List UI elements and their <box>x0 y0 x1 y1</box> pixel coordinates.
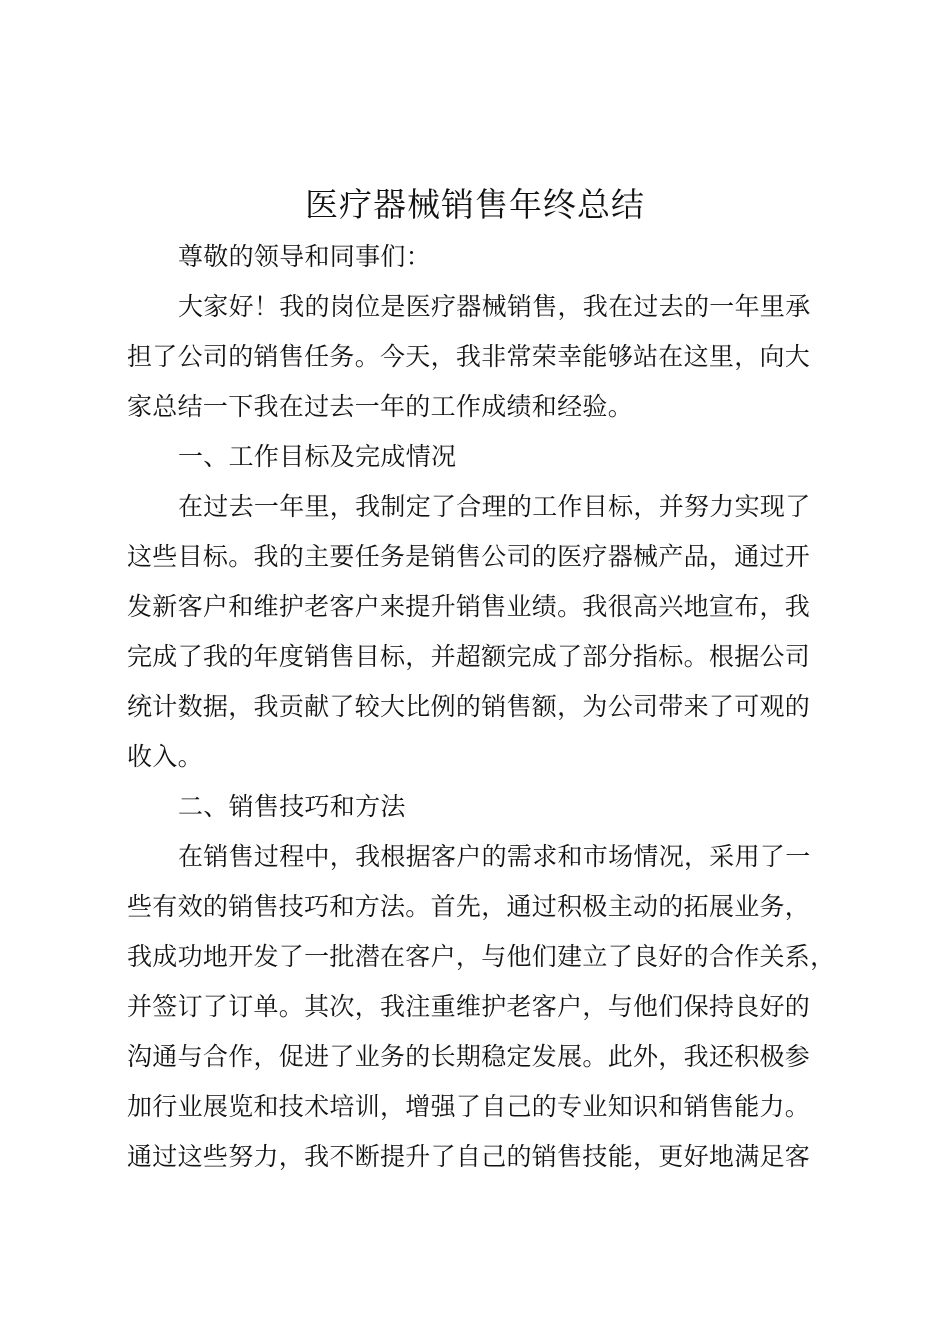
section-heading: 二、销售技巧和方法 <box>178 792 406 821</box>
document-body <box>127 232 839 1182</box>
paragraph-line: 统计数据，我贡献了较大比例的销售额，为公司带来了可观的 <box>127 692 811 721</box>
paragraph-line: 在销售过程中，我根据客户的需求和市场情况，采用了一 <box>178 842 811 871</box>
paragraph-line: 这些目标。我的主要任务是销售公司的医疗器械产品，通过开 <box>127 542 811 571</box>
document-title: 医疗器械销售年终总结 <box>305 185 645 224</box>
paragraph-line: 我成功地开发了一批潜在客户，与他们建立了良好的合作关系， <box>127 942 836 971</box>
paragraph-line: 收入。 <box>127 742 203 771</box>
paragraph-line: 加行业展览和技术培训，增强了自己的专业知识和销售能力。 <box>127 1092 811 1121</box>
paragraph-line: 大家好！我的岗位是医疗器械销售，我在过去的一年里承 <box>178 292 811 321</box>
paragraph-line: 并签订了订单。其次，我注重维护老客户，与他们保持良好的 <box>127 992 811 1021</box>
paragraph-line: 通过这些努力，我不断提升了自己的销售技能，更好地满足客 <box>127 1142 811 1171</box>
paragraph-line: 些有效的销售技巧和方法。首先，通过积极主动的拓展业务， <box>127 892 811 921</box>
section-heading: 一、工作目标及完成情况 <box>178 442 457 471</box>
paragraph-line: 担了公司的销售任务。今天，我非常荣幸能够站在这里，向大 <box>127 342 811 371</box>
paragraph-line: 在过去一年里，我制定了合理的工作目标，并努力实现了 <box>178 492 811 521</box>
paragraph-line: 家总结一下我在过去一年的工作成绩和经验。 <box>127 392 634 421</box>
paragraph-line: 完成了我的年度销售目标，并超额完成了部分指标。根据公司 <box>127 642 811 671</box>
paragraph-line: 沟通与合作，促进了业务的长期稳定发展。此外，我还积极参 <box>127 1042 811 1071</box>
paragraph-line: 发新客户和维护老客户来提升销售业绩。我很高兴地宣布，我 <box>127 592 811 621</box>
salutation-line: 尊敬的领导和同事们： <box>178 242 432 271</box>
